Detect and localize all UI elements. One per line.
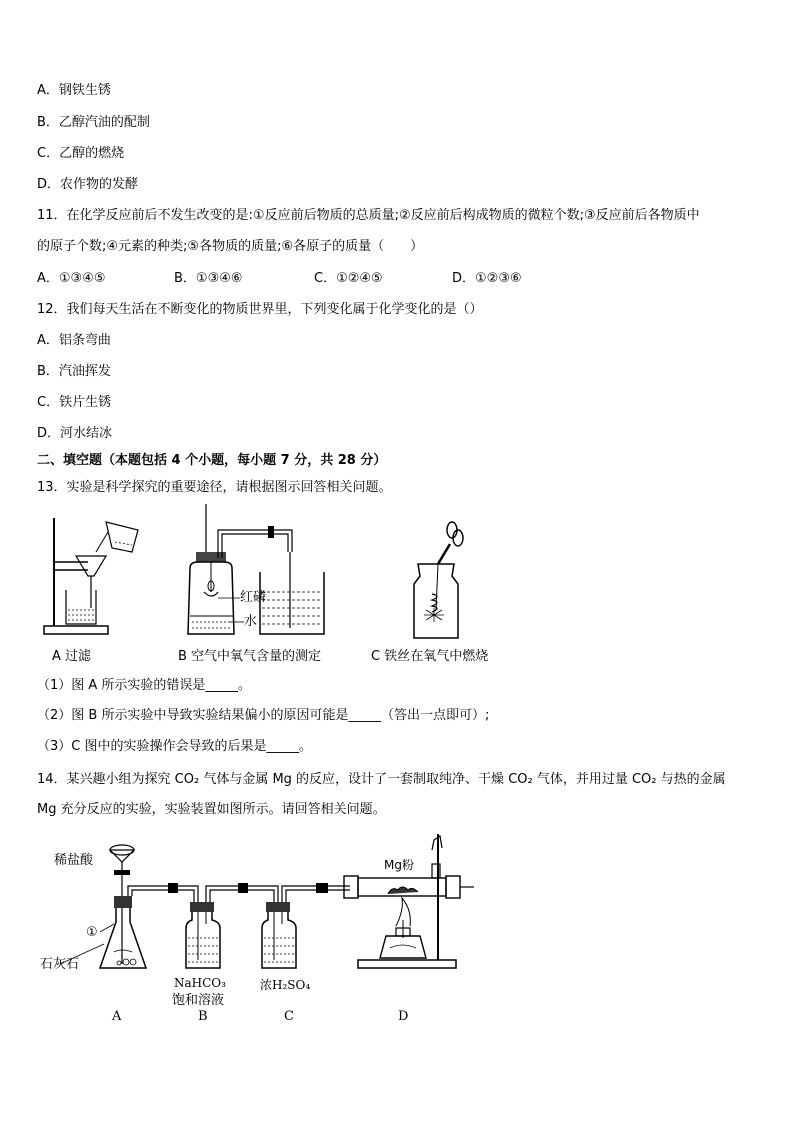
q10-option-b: B．乙醇汽油的配制 (37, 115, 150, 130)
q10-option-d: D．农作物的发酵 (37, 177, 139, 192)
q13-sub3: （3）C 图中的实验操作会导致的后果是_____。 (37, 739, 312, 754)
q11-option-d: D．①②③⑥ (452, 271, 522, 286)
label-mg-powder: Mg粉 (384, 858, 414, 872)
letter-a: A (112, 1009, 122, 1024)
q10-option-c: C．乙醇的燃烧 (37, 146, 125, 161)
caption-b: B 空气中氧气含量的测定 (178, 649, 322, 664)
label-circle-1: ① (86, 925, 98, 940)
letter-b: B (198, 1009, 208, 1024)
q14-stem-line1: 14．某兴趣小组为探究 CO₂ 气体与金属 Mg 的反应，设计了一套制取纯净、干燥 CO₂ 气体，并用过量 CO₂ 与热的金属 (37, 772, 726, 787)
caption-a: A 过滤 (52, 649, 92, 664)
q11-option-b: B．①③④⑥ (174, 271, 243, 286)
label-nahco3: NaHCO₃ (174, 976, 226, 990)
q13-sub2: （2）图 B 所示实验中导致实验结果偏小的原因可能是_____（答出一点即可）; (37, 708, 490, 723)
q11-option-c: C．①②④⑤ (314, 271, 383, 286)
q12-option-b: B．汽油挥发 (37, 364, 111, 379)
letter-c: C (284, 1009, 294, 1024)
q11-stem-line1: 11．在化学反应前后不发生改变的是:①反应前后物质的总质量;②反应前后构成物质的微粒个数;③反应前后各物质中 (37, 208, 700, 223)
q11-option-a: A．①③④⑤ (37, 271, 106, 286)
figure-iron-burning (408, 520, 464, 642)
label-water: 水 (244, 614, 258, 629)
figure-filtration (40, 512, 150, 640)
q11-stem-line2: 的原子个数;④元素的种类;⑤各物质的质量;⑥各原子的质量（ ） (37, 239, 424, 254)
q12-option-c: C．铁片生锈 (37, 395, 112, 410)
q14-stem-line2: Mg 充分反应的实验，实验装置如图所示。请回答相关问题。 (37, 802, 386, 817)
q13-sub1: （1）图 A 所示实验的错误是_____。 (37, 678, 251, 693)
label-dilute-hcl: 稀盐酸 (54, 853, 94, 868)
q11-options (37, 270, 757, 288)
q13-stem: 13．实验是科学探究的重要途径，请根据图示回答相关问题。 (37, 480, 392, 495)
q10-option-a: A．钢铁生锈 (37, 83, 111, 98)
letter-d: D (398, 1009, 409, 1024)
q12-option-a: A．铝条弯曲 (37, 333, 111, 348)
label-limestone: 石灰石 (40, 957, 80, 972)
q12-option-d: D．河水结冰 (37, 426, 113, 441)
label-saturated-solution: 饱和溶液 (172, 993, 225, 1008)
q12-stem: 12．我们每天生活在不断变化的物质世界里，下列变化属于化学变化的是（） (37, 302, 483, 317)
section-heading: 二、填空题（本题包括 4 个小题，每小题 7 分，共 28 分） (37, 453, 387, 468)
caption-c: C 铁丝在氧气中燃烧 (371, 649, 489, 664)
figure-co2-mg-apparatus (40, 828, 480, 978)
label-conc-h2so4: 浓H₂SO₄ (260, 978, 311, 992)
label-red-phosphorus: 红磷 (240, 590, 267, 605)
